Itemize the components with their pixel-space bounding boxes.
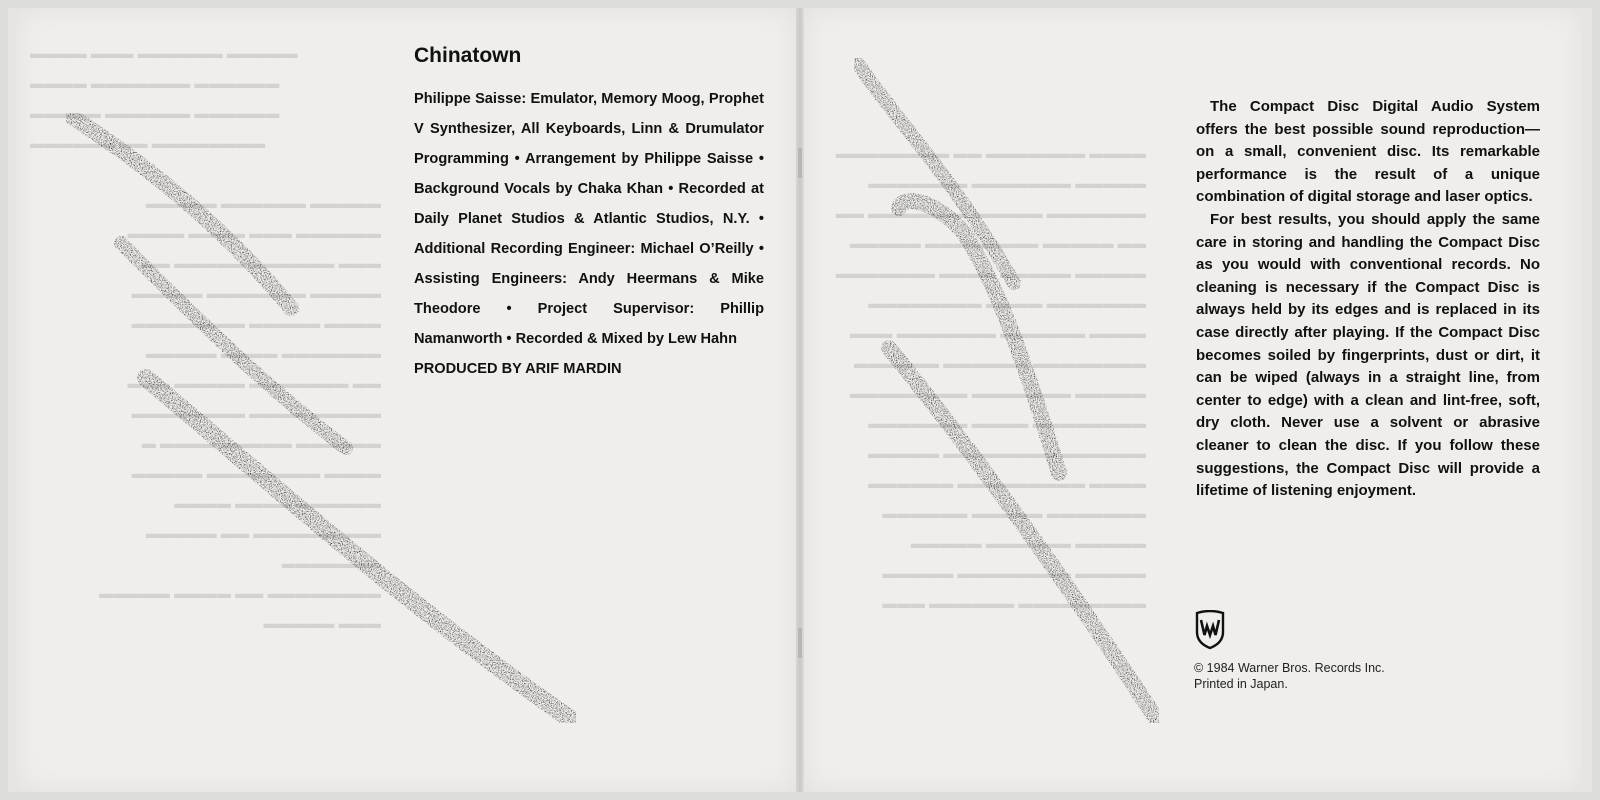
show-through-text-mirrored: ▬▬▬▬ ▬▬▬▬▬▬▬ ▬▬ ▬▬▬▬▬▬▬▬ ▬▬▬▬▬ ▬▬▬▬▬▬▬ ▬▬▬▬▬▬▬ ▬▬▬▬▬▬▬ ▬▬▬▬▬ ▬▬▬▬▬▬▬ ▬▬ ▬▬ ▬▬▬▬▬ ▬▬▬▬▬▬▬▬ ▬▬▬▬▬ ▬▬▬▬▬ ▬▬▬▬▬ ▬▬▬▬ ▬▬▬▬▬▬▬ ▬▬▬▬▬▬▬ ▬▬▬▬ ▬▬▬▬▬▬▬▬ ▬▬▬▬ ▬▬▬▬▬▬ ▬▬▬▬▬▬▬ ▬▬▬ ▬▬▬▬▬▬▬▬ ▬▬▬▬▬▬ ▬▬▬▬▬▬ ▬▬▬▬▬ ▬▬▬▬▬▬▬ ▬▬▬ ▬▬▬▬▬ ▬▬▬▬▬▬▬▬ ▬▬▬▬ ▬▬▬▬▬▬▬ ▬▬▬▬▬▬ ▬▬▬▬▬▬▬▬ ▬▬▬▬▬ ▬▬▬▬ ▬▬▬▬▬▬▬▬▬ ▬▬▬▬▬▬ ▬▬▬▬▬▬▬ ▬▬▬▬▬ ▬▬▬▬▬▬ ▬▬▬▬▬ ▬▬▬▬▬▬ ▬▬▬▬▬ ▬▬▬▬▬ ▬▬▬▬▬▬▬▬ ▬▬▬▬▬ ▬▬▬▬▬▬▬▬▬ ▬▬▬▬▬▬ ▬▬▬ [835,145,1146,611]
left-page [16,8,796,792]
show-through-text-mirrored: ▬▬▬▬▬ ▬▬▬▬▬▬ ▬▬▬▬▬ ▬▬▬▬▬▬ ▬▬▬ ▬▬▬▬ ▬▬▬▬ ▬▬▬ ▬▬▬▬▬▬ ▬▬▬▬▬ ▬▬ ▬▬▬▬▬ ▬▬▬▬▬▬▬ ▬▬▬▬▬ ▬▬▬▬ ▬▬▬▬▬ ▬▬▬▬▬▬▬▬ ▬▬▬▬▬▬▬ ▬▬▬▬ ▬▬▬▬▬ ▬▬ ▬▬▬▬▬▬▬ ▬▬▬▬▬ ▬▬▬ ▬▬▬▬▬ ▬▬▬▬ ▬▬▬▬▬▬▬▬ ▬▬▬▬▬▬ ▬▬▬▬▬ ▬▬▬▬ ▬ ▬▬▬▬ ▬▬▬▬▬▬▬▬ ▬▬▬▬▬ ▬▬▬▬▬▬ ▬▬▬▬ ▬▬▬▬ ▬▬▬▬▬▬▬▬▬ ▬▬ ▬▬▬▬▬ ▬▬▬▬▬▬▬ ▬▬▬▬▬▬▬▬ ▬▬ ▬▬▬▬ ▬▬▬▬▬ ▬▬▬ ▬▬▬▬▬ [98,195,381,631]
warner-bros-shield-logo [1194,610,1226,650]
producer-credit: PRODUCED BY ARIF MARDIN [414,361,622,377]
track-credits: Philippe Saisse: Emulator, Memory Moog, Prophet V Synthesizer, All Keyboards, Linn & Drumulator Programming • Arrangement by Philippe Saisse • Background Vocals by Chaka Khan • Recorded at Daily Planet Studios & Atlantic Studios, N.Y. • Additional Recording Engineer: Michael O’Reilly • Assisting Engineers: Andy Heermans & Mike Theodore • Project Supervisor: Phillip Namanworth • Recorded & Mixed by Lew Hahn [414,91,764,347]
track-title: Chinatown [414,44,522,67]
printed-in-line: Printed in Japan. [1194,677,1288,691]
liner-notes [414,44,764,384]
staple [798,628,802,658]
show-through-text: ▬▬▬▬ ▬▬▬ ▬▬▬▬▬▬ ▬▬▬▬▬ ▬▬▬▬ ▬▬▬▬▬▬▬ ▬▬▬▬▬▬ ▬▬▬▬▬ ▬▬▬▬▬▬ ▬▬▬▬▬▬ ▬▬▬▬▬▬ ▬▬ ▬▬▬▬▬▬▬▬ [30,45,298,151]
staple [798,148,802,178]
copyright-line: © 1984 Warner Bros. Records Inc. [1194,661,1385,675]
right-page [804,8,1582,792]
care-paragraph-2: For best results, you should apply the same care in storing and handling the Compact Disc as you would with conventional records. No cleaning is necessary if the Compact Disc is always held by its edges and is replaced in its case directly after playing. If the Compact Disc becomes soiled by fingerprints, dust or dirt, it can be wiped (always in a straight line, from center to edge) with a clean and lint-free, soft, dry cloth. Never use a solvent or abrasive cleaner to clean the disc. If you follow these suggestions, the Compact Disc will provide a lifetime of listening enjoyment. [1196,210,1540,500]
booklet-spine [796,8,804,792]
copyright-notice [1194,660,1385,692]
cd-booklet-spread [8,8,1592,792]
compact-disc-care-text [1196,96,1540,503]
care-paragraph-1: The Compact Disc Digital Audio System offers the best possible sound reproduction—on a small, convenient disc. Its remarkable performance is the result of a unique combination of digital storage and laser optics. [1196,98,1540,206]
